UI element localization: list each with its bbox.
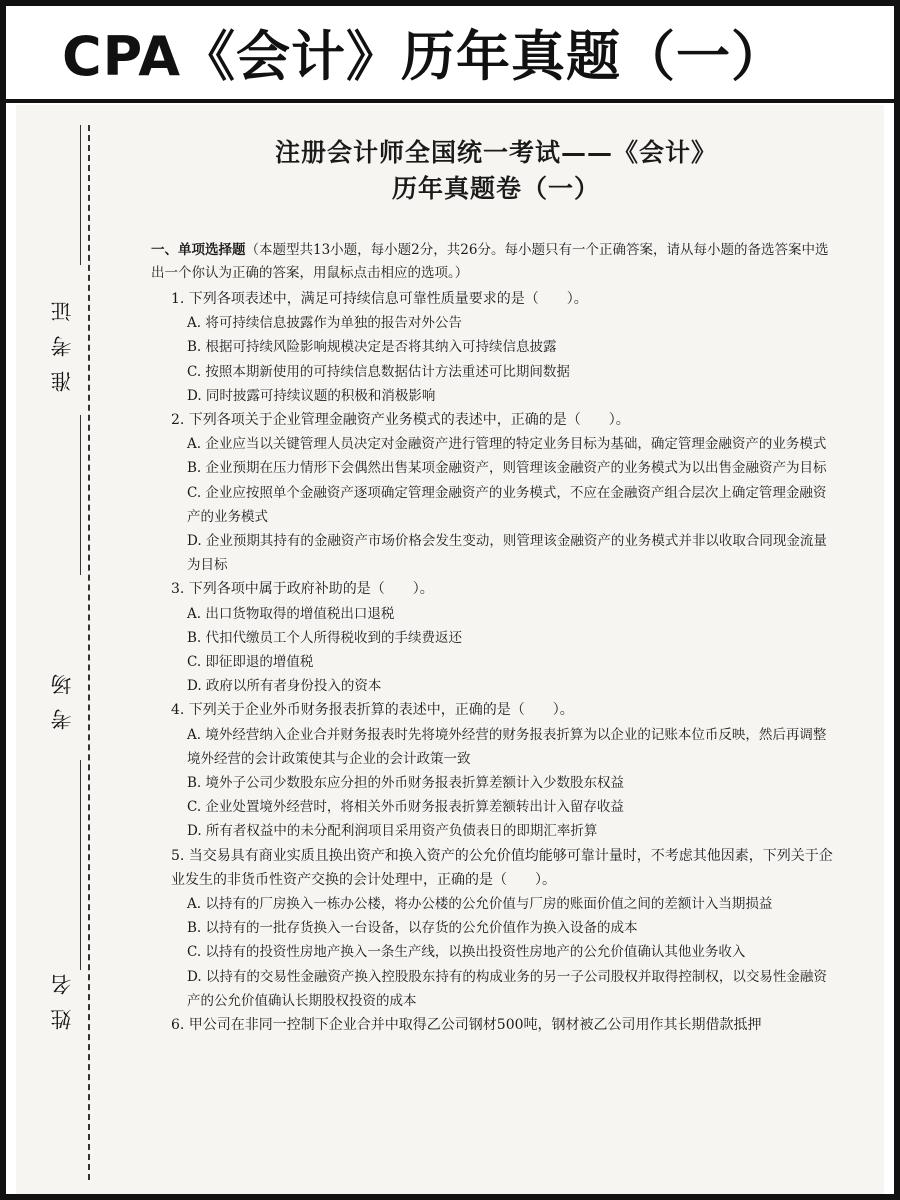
banner-divider [6, 99, 894, 103]
name-label: 姓名 [50, 960, 74, 1030]
question-stem: 6. 甲公司在非同一控制下企业合并中取得乙公司钢材500吨，钢材被乙公司用作其长期借款抵押 [171, 1017, 762, 1034]
answer-option[interactable]: B. 境外子公司少数股东应分担的外币财务报表折算差额计入少数股东权益 [187, 775, 625, 792]
exam-content [151, 135, 841, 1037]
exam-paper [16, 105, 884, 1194]
admission-field-line-lower [80, 415, 81, 575]
answer-option[interactable]: D. 以持有的交易性金融资产换入控股股东持有的构成业务的另一子公司股权并取得控制权，以交易性金融资产的公允价值确认长期股权投资的成本 [187, 968, 827, 1009]
admission-field-line [80, 125, 81, 265]
answer-option[interactable]: B. 根据可持续风险影响规模决定是否将其纳入可持续信息披露 [187, 339, 557, 356]
exam-title-line2: 历年真题卷（一） [391, 174, 600, 203]
answer-option[interactable]: B. 代扣代缴员工个人所得税收到的手续费返还 [187, 629, 463, 646]
answer-option[interactable]: A. 出口货物取得的增值税出口退税 [187, 605, 395, 622]
section-note: （本题型共13小题，每小题2分，共26分。每小题只有一个正确答案，请从每小题的备选答案中选出一个你认为正确的答案，用鼠标点击相应的选项。） [151, 242, 829, 281]
section-label: 一、单项选择题 [151, 242, 246, 258]
answer-option[interactable]: A. 以持有的厂房换入一栋办公楼，将办公楼的公允价值与厂房的账面价值之间的差额计入当期损益 [187, 896, 773, 913]
answer-option[interactable]: D. 企业预期其持有的金融资产市场价格会发生变动，则管理该金融资产的业务模式并非以收取合同现金流量为目标 [187, 533, 827, 574]
answer-option[interactable]: C. 企业应按照单个金融资产逐项确定管理金融资产的业务模式，不应在金融资产组合层次上确定管理金融资产的业务模式 [187, 484, 827, 525]
answer-option[interactable]: C. 以持有的投资性房地产换入一条生产线，以换出投资性房地产的公允价值确认其他业务收入 [187, 944, 746, 961]
banner-title: CPA《会计》历年真题（一） [62, 24, 787, 88]
answer-option[interactable]: A. 将可持续信息披露作为单独的报告对外公告 [187, 315, 462, 332]
question-stem: 4. 下列关于企业外币财务报表折算的表述中，正确的是（ ）。 [171, 702, 574, 719]
answer-option[interactable]: C. 即征即退的增值税 [187, 654, 314, 671]
answer-option[interactable]: D. 政府以所有者身份投入的资本 [187, 678, 382, 695]
question-stem: 1. 下列各项表述中，满足可持续信息可靠性质量要求的是（ ）。 [171, 291, 588, 307]
admission-label: 准考证 [50, 287, 74, 393]
answer-option[interactable]: C. 按照本期新使用的可持续信息数据估计方法重述可比期间数据 [187, 363, 570, 380]
section-heading [151, 239, 841, 285]
answer-option[interactable]: A. 境外经营纳入企业合并财务报表时先将境外经营的财务报表折算为以企业的记账本位币反映，然后再调整境外经营的会计政策使其与企业的会计政策一致 [187, 726, 827, 767]
page-frame [6, 6, 894, 1194]
question-stem: 5. 当交易具有商业实质且换出资产和换入资产的公允价值均能够可靠计量时，不考虑其他因素，下列关于企业发生的非货币性资产交换的会计处理中，正确的是（ ）。 [171, 847, 833, 888]
question-stem: 2. 下列各项关于企业管理金融资产业务模式的表述中，正确的是（ ）。 [171, 412, 630, 429]
answer-option[interactable]: B. 以持有的一批存货换入一台设备，以存货的公允价值作为换入设备的成本 [187, 920, 638, 937]
answer-option[interactable]: D. 同时披露可持续议题的积极和消极影响 [187, 387, 436, 404]
venue-field-line [80, 760, 81, 970]
answer-option[interactable]: B. 企业预期在压力情形下会偶然出售某项金融资产，则管理该金融资产的业务模式为以出售金融资产为目标 [187, 460, 827, 477]
venue-label: 考场 [50, 660, 74, 730]
answer-option[interactable]: A. 企业应当以关键管理人员决定对金融资产进行管理的特定业务目标为基础，确定管理金融资产的业务模式 [187, 436, 827, 453]
question-stem: 3. 下列各项中属于政府补助的是（ ）。 [171, 581, 434, 598]
exam-title-line1: 注册会计师全国统一考试——《会计》 [274, 138, 717, 167]
answer-option[interactable]: D. 所有者权益中的未分配利润项目采用资产负债表日的即期汇率折算 [187, 823, 598, 840]
binding-dashed-line [88, 125, 90, 1180]
answer-option[interactable]: C. 企业处置境外经营时，将相关外币财务报表折算差额转出计入留存收益 [187, 799, 624, 816]
